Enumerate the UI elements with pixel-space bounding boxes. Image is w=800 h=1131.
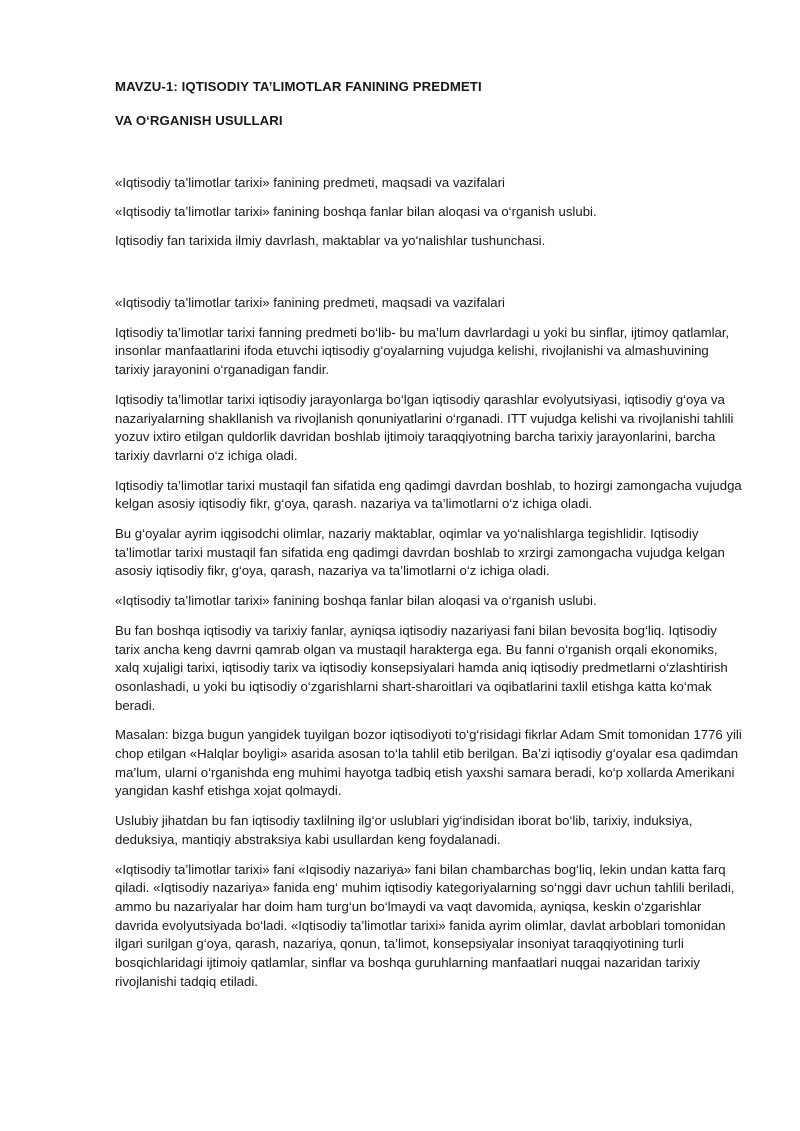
section-heading: «Iqtisodiy ta’limotlar tarixi» fanining predmeti, maqsadi va vazifalari xyxy=(115,295,505,310)
body-paragraph: «Iqtisodiy ta’limotlar tarixi» fani «Iqisodiy nazariya» fani bilan chambarchas bog‘liq, lekin undan katta farq qiladi. «Iqtisodiy nazariya» fanida eng‘ muhim iqtisodiy kategoriyalarning so‘nggi davr uchun tahlili beriladi, ammo bu nazariyalar har doim ham turg‘un bo‘lmaydi va vaqt davomida, ayniqsa, keskin o‘zgarishlar davrida evolyutsiyada bo‘ladi. «Iqtisodiy ta’limotlar tarixi» fanida ayrim olimlar, davlat arboblari tomonidan ilgari surilgan g‘oya, qarash, nazariya, qonun, ta’limot, konsepsiyalar insoniyat taraqqiyotining turli bosqichlaridagi ijtimoiy qatlamlar, sinflar va boshqa guruhlarning manfaatlari nuqgai nazaridan tarixiy rivojlanishi tadqiq etiladi. xyxy=(115,861,735,989)
outline-item: Iqtisodiy fan tarixida ilmiy davrlash, maktablar va yo‘nalishlar tushunchasi. xyxy=(115,233,546,248)
document-title-line-1: MAVZU-1: IQTISODIY TA’LIMOTLAR FANINING PREDMETI xyxy=(115,79,482,94)
body-paragraph: Iqtisodiy ta’limotlar tarixi iqtisodiy jarayonlarga bo‘lgan iqtisodiy qarashlar evolyutsiyasi, iqtisodiy g‘oya va nazariyalarning shakllanish va rivojlanish qonuniyatlarini o‘rganadi. ITT vujudga kelishi va rivojlanishi tahlili yozuv ixtiro etilgan quldorlik davridan boshlab ijtimoiy taraqqiyotning barcha tarixiy jarayonlarini, barcha tarixiy davrlarni o‘z ichiga oladi. xyxy=(115,391,734,463)
outline-item: «Iqtisodiy ta’limotlar tarixi» fanining boshqa fanlar bilan aloqasi va o‘rganish uslubi. xyxy=(115,204,597,219)
body-paragraph: Masalan: bizga bugun yangidek tuyilgan bozor iqtisodiyoti to‘g‘risidagi fikrlar Adam Smit tomonidan 1776 yili chop etilgan «Halqlar boyligi» asarida asosan to‘la tahlil etib berilgan. Ba’zi iqtisodiy g‘oyalar esa qadimdan ma’lum, ularni o‘rganishda eng muhimi hayotga tadbiq etish yaxshi samara beradi, ko‘p xollarda Amerikani yangidan kashf etishga xojat qolmaydi. xyxy=(115,727,742,799)
topic-outline xyxy=(115,174,745,250)
outline-item: «Iqtisodiy ta’limotlar tarixi» fanining predmeti, maqsadi va vazifalari xyxy=(115,175,505,190)
body-paragraph: Iqtisodiy ta’limotlar tarixi fanning predmeti bo‘lib- bu ma’lum davrlardagi u yoki bu sinflar, ijtimoy qatlamlar, insonlar manfaatlarini ifoda etuvchi iqtisodiy g‘oyalarning vujudga kelishi, rivojlanishi va almashuvining tarixiy jarayonini o‘rganadigan fandir. xyxy=(115,324,730,378)
document-body xyxy=(115,294,745,992)
body-paragraph: Iqtisodiy ta’limotlar tarixi mustaqil fan sifatida eng qadimgi davrdan boshlab, to hozirgi zamongacha vujudga kelgan asosiy iqtisodiy fikr, g‘oya, qarash. nazariya va ta’limotlarni o‘z ichiga oladi. xyxy=(115,477,742,512)
document-title-line-2: VA O‘RGANISH USULLARI xyxy=(115,113,283,128)
body-paragraph: Bu g‘oyalar ayrim iqgisodchi olimlar, nazariy maktablar, oqimlar va yo‘nalishlarga tegishlidir. Iqtisodiy ta’limotlar tarixi mustaqil fan sifatida eng qadimgi davrdan boshlab to xrzirgi zamongacha vujudga kelgan asosiy iqtisodiy fikr, g‘oya, qarash, nazariya va ta’limotlarni o‘z ichiga oladi. xyxy=(115,526,725,579)
body-paragraph: Uslubiy jihatdan bu fan iqtisodiy taxlilning ilg‘or uslublari yig‘indisidan iborat bo‘lib, tarixiy, induksiya, deduksiya, mantiqiy abstraksiya kabi usullardan keng foydalanadi. xyxy=(115,813,693,847)
section-heading: «Iqtisodiy ta’limotlar tarixi» fanining boshqa fanlar bilan aloqasi va o‘rganish uslubi. xyxy=(115,593,597,609)
document-page xyxy=(115,78,745,1003)
body-paragraph: Bu fan boshqa iqtisodiy va tarixiy fanlar, ayniqsa iqtisodiy nazariyasi fani bilan bevosita bog‘liq. Iqtisodiy tarix ancha keng davrni qamrab olgan va mustaqil harakterga ega. Bu fanni o‘rganish orqali ekonomiks, xalq xujaligi tarixi, iqtisodiy tarix va iqtisodiy konsepsiyalari hamda aniq iqtisodiy predmetlarni o‘zlashtirish osonlashadi, u yoki bu iqtisodiy o‘zgarishlarni shart-sharoitlari va oqibatlarini taxlil etishga katta ko‘mak beradi. xyxy=(115,622,728,713)
